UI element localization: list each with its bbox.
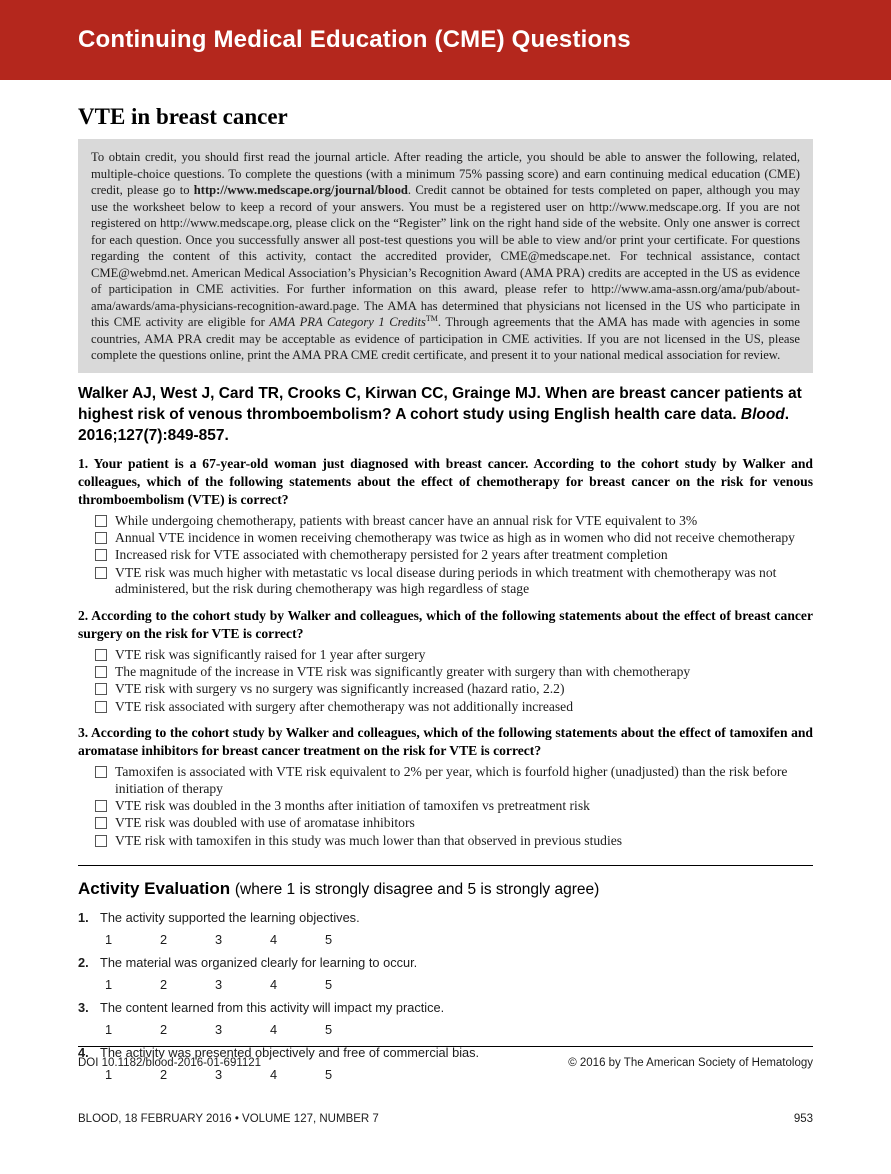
rating-scale (105, 931, 813, 949)
question-3-options (95, 764, 813, 849)
citation-authors-title: Walker AJ, West J, Card TR, Crooks C, Kirwan CC, Grainge MJ. When are breast cancer patients at highest risk of venous thromboembolism? A cohort study using English health care data. (78, 384, 802, 423)
answer-option-label: Tamoxifen is associated with VTE risk equivalent to 2% per year, which is fourfold higher (unadjusted) than the risk before initiation of therapy (115, 764, 788, 796)
rating-option-1[interactable]: 1 (105, 1022, 113, 1038)
evaluation-item-1 (78, 910, 813, 949)
section-divider (78, 865, 813, 866)
article-title: VTE in breast cancer (78, 104, 288, 129)
question-1-stem: 1. Your patient is a 67-year-old woman just diagnosed with breast cancer. According to the cohort study by Walker and colleagues, which of the following statements about the effect of chemotherapy for breast cancer on the risk for venous thromboembolism (VTE) is correct? (78, 455, 813, 507)
evaluation-item-number: 4. (78, 1045, 89, 1061)
question-1-options (95, 513, 813, 598)
answer-checkbox[interactable] (95, 649, 107, 661)
rating-scale (105, 1021, 813, 1039)
rating-option-4[interactable]: 4 (270, 1022, 278, 1038)
evaluation-item-2 (78, 955, 813, 994)
answer-option (95, 664, 813, 680)
journal-footer-row (78, 1113, 813, 1125)
activity-evaluation-heading (78, 879, 813, 899)
rating-option-2[interactable]: 2 (160, 1022, 168, 1038)
credit-text-part2: . Credit cannot be obtained for tests completed on paper, although you may use the worksheet below to keep a record of your answers. You must be a registered user on http://www.medscape.org. If you are not registered on http://www.medscape.org, please click on the “Register” link on the right hand side of the website. Only one answer is correct for each question. Once you successfully answer all post-test questions you will be able to view and/or print your certificate. For questions regarding the content of this activity, contact the accredited provider, CME@medscape.net. For technical assistance, contact CME@webmd.net. American Medical Association’s Physician’s Recognition Award (AMA PRA) credits are accepted in the US as evidence of participation in CME activities. For further information on this award, please refer to http://www.ama-assn.org/ama/pub/about-ama/awards/ama-physicians-recognition-award.page. The AMA has determined that physicians not licensed in the US who participate in this CME activity are eligible for (91, 183, 800, 329)
question-3 (78, 724, 813, 849)
evaluation-item-text-row (78, 955, 813, 971)
question-3-stem: 3. According to the cohort study by Walker and colleagues, which of the following statements about the effect of tamoxifen and aromatase inhibitors for breast cancer treatment on the risk for VTE is correct? (78, 725, 813, 759)
answer-checkbox[interactable] (95, 766, 107, 778)
question-2-options (95, 647, 813, 716)
activity-evaluation-title: Activity Evaluation (78, 879, 231, 899)
rating-option-3[interactable]: 3 (215, 977, 223, 993)
medscape-journal-url: http://www.medscape.org/journal/blood (193, 183, 408, 197)
rating-option-1[interactable]: 1 (105, 932, 113, 948)
evaluation-item-3 (78, 1000, 813, 1039)
answer-option-label: VTE risk was much higher with metastatic vs local disease during periods in which treatment with chemotherapy was not administered, but the risk during chemotherapy was high regardless of stage (115, 564, 777, 597)
question-1 (78, 455, 813, 598)
evaluation-item-number: 2. (78, 955, 89, 971)
answer-option-label: The magnitude of the increase in VTE risk was significantly greater with surgery than with chemotherapy (115, 663, 691, 679)
answer-checkbox[interactable] (95, 817, 107, 829)
answer-option (95, 764, 813, 797)
activity-evaluation-note: (where 1 is strongly disagree and 5 is strongly agree) (234, 881, 600, 899)
rating-option-3[interactable]: 3 (215, 932, 223, 948)
answer-option-label: VTE risk associated with surgery after chemotherapy was not additionally increased (115, 698, 574, 714)
answer-option-label: VTE risk with tamoxifen in this study was much lower than that observed in previous studies (115, 832, 623, 848)
footer-divider (78, 1046, 813, 1047)
answer-checkbox[interactable] (95, 835, 107, 847)
answer-checkbox[interactable] (95, 701, 107, 713)
answer-option-label: While undergoing chemotherapy, patients with breast cancer have an annual risk for VTE equivalent to 3% (115, 512, 698, 528)
rating-option-1[interactable]: 1 (105, 977, 113, 993)
credit-instructions-box (78, 139, 813, 373)
doi-text: DOI 10.1182/blood-2016-01-691121 (78, 1057, 262, 1069)
answer-option (95, 833, 813, 849)
answer-option (95, 547, 813, 563)
evaluation-item-text: The activity supported the learning objectives. (100, 910, 360, 926)
citation-volume-pages: . 2016;127(7):849-857. (78, 405, 790, 444)
answer-option-label: VTE risk was significantly raised for 1 year after surgery (115, 646, 426, 662)
answer-checkbox[interactable] (95, 515, 107, 527)
rating-option-3[interactable]: 3 (215, 1022, 223, 1038)
evaluation-item-text-row (78, 910, 813, 926)
rating-option-4[interactable]: 4 (270, 1067, 278, 1083)
answer-option (95, 565, 813, 598)
answer-checkbox[interactable] (95, 666, 107, 678)
answer-checkbox[interactable] (95, 567, 107, 579)
answer-checkbox[interactable] (95, 532, 107, 544)
rating-option-2[interactable]: 2 (160, 977, 168, 993)
doi-copyright-row (78, 1057, 813, 1069)
copyright-text: © 2016 by The American Society of Hematology (568, 1057, 813, 1069)
rating-option-5[interactable]: 5 (325, 1067, 333, 1083)
page-number: 953 (793, 1113, 813, 1125)
page-content (78, 104, 813, 1084)
question-2 (78, 607, 813, 716)
cme-banner (0, 0, 891, 80)
journal-issue-text: BLOOD, 18 FEBRUARY 2016 • VOLUME 127, NUMBER 7 (78, 1113, 379, 1125)
rating-option-4[interactable]: 4 (270, 977, 278, 993)
answer-option (95, 815, 813, 831)
evaluation-item-number: 3. (78, 1000, 89, 1016)
answer-option (95, 798, 813, 814)
credit-instructions-text (91, 149, 800, 364)
rating-option-5[interactable]: 5 (325, 977, 333, 993)
evaluation-item-text: The material was organized clearly for learning to occur. (100, 955, 418, 971)
credit-text-part1: To obtain credit, you should first read the journal article. After reading the article, you should be able to answer the following, related, multiple-choice questions. To complete the questions (with a minimum 75% passing score) and earn continuing medical education (CME) credit, please go to (91, 150, 800, 197)
answer-checkbox[interactable] (95, 800, 107, 812)
answer-option-label: VTE risk with surgery vs no surgery was significantly increased (hazard ratio, 2.2) (115, 681, 565, 697)
article-citation (78, 383, 813, 446)
question-2-stem: 2. According to the cohort study by Walker and colleagues, which of the following statements about the effect of breast cancer surgery on the risk for VTE is correct? (78, 607, 813, 641)
answer-option-label: Annual VTE incidence in women receiving chemotherapy was twice as high as in women who did not receive chemotherapy (115, 529, 795, 545)
answer-checkbox[interactable] (95, 549, 107, 561)
answer-checkbox[interactable] (95, 683, 107, 695)
cme-banner-title: Continuing Medical Education (CME) Questions (78, 26, 631, 53)
trademark-symbol: TM (425, 313, 438, 323)
rating-option-2[interactable]: 2 (160, 1067, 168, 1083)
rating-option-5[interactable]: 5 (325, 932, 333, 948)
answer-option (95, 681, 813, 697)
evaluation-item-text: The content learned from this activity will impact my practice. (100, 1000, 445, 1016)
rating-option-2[interactable]: 2 (160, 932, 168, 948)
rating-option-4[interactable]: 4 (270, 932, 278, 948)
rating-scale (105, 976, 813, 994)
evaluation-item-number: 1. (78, 910, 89, 926)
evaluation-item-text-row (78, 1000, 813, 1016)
answer-option (95, 513, 813, 529)
answer-option-label: VTE risk was doubled in the 3 months after initiation of tamoxifen vs pretreatment risk (115, 797, 590, 813)
answer-option-label: Increased risk for VTE associated with chemotherapy persisted for 2 years after treatment completion (115, 547, 668, 563)
answer-option (95, 530, 813, 546)
journal-name: Blood (740, 405, 785, 423)
evaluation-item-text: The activity was presented objectively and free of commercial bias. (100, 1045, 480, 1061)
credit-text-part3: . Through agreements that the AMA has made with agencies in some countries, AMA PRA credit may be acceptable as evidence of participation in CME activities. If you are not licensed in the US, please complete the questions online, print the AMA PRA CME credit certificate, and present it to your national medical association for review. (91, 315, 800, 362)
answer-option (95, 699, 813, 715)
rating-option-3[interactable]: 3 (215, 1067, 223, 1083)
answer-option-label: VTE risk was doubled with use of aromatase inhibitors (115, 815, 415, 831)
rating-option-1[interactable]: 1 (105, 1067, 113, 1083)
rating-option-5[interactable]: 5 (325, 1022, 333, 1038)
answer-option (95, 647, 813, 663)
ama-pra-credits-label: AMA PRA Category 1 Credits (269, 315, 426, 329)
